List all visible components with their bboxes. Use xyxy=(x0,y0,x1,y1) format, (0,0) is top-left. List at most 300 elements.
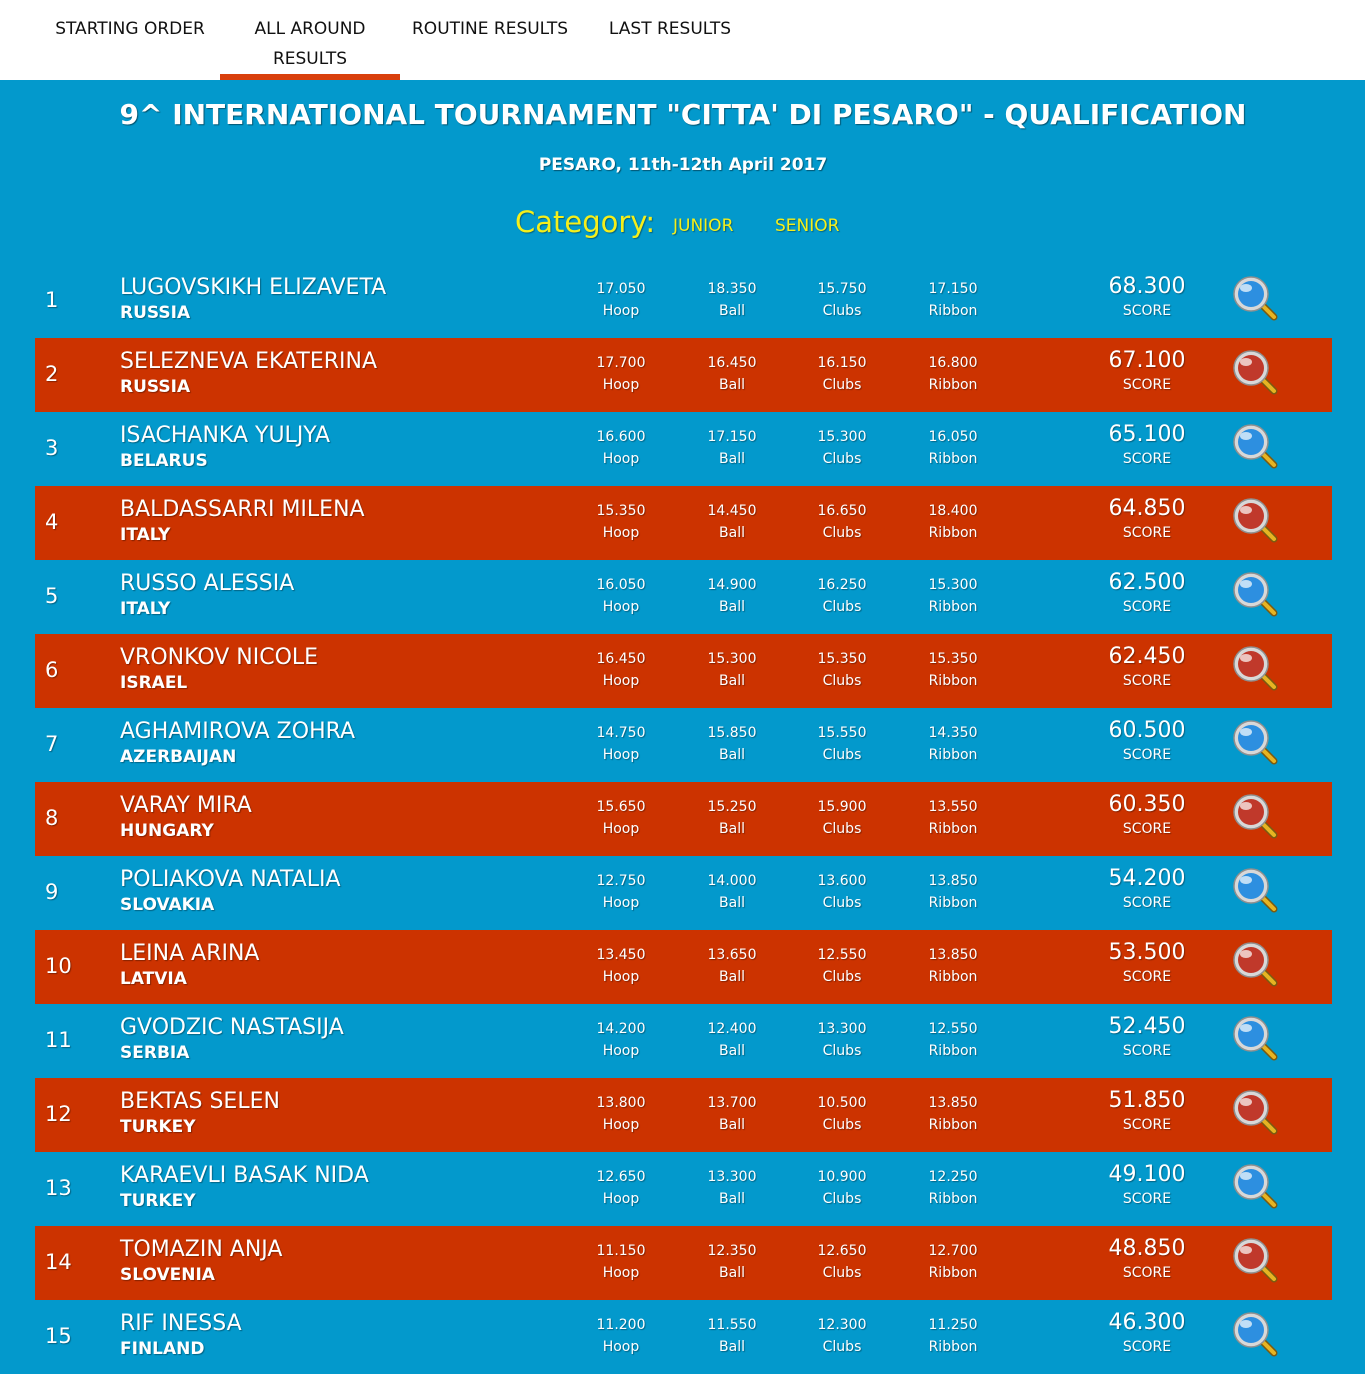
ribbon-value: 17.150 xyxy=(928,281,978,297)
ribbon-label: Ribbon xyxy=(928,747,978,763)
rank: 10 xyxy=(45,954,72,978)
hoop-value: 14.750 xyxy=(596,725,646,741)
ribbon-value: 18.400 xyxy=(928,503,978,519)
gymnast-name: BALDASSARRI MILENA xyxy=(120,497,365,522)
hoop-value: 11.150 xyxy=(596,1243,646,1259)
gymnast-name: BEKTAS SELEN xyxy=(120,1089,280,1114)
score-label: SCORE xyxy=(1122,1117,1172,1133)
magnifier-icon[interactable] xyxy=(1231,496,1281,546)
tab-last-results[interactable]: LAST RESULTS xyxy=(608,19,732,39)
magnifier-icon[interactable] xyxy=(1231,422,1281,472)
rank: 5 xyxy=(45,584,59,608)
gymnast-name: POLIAKOVA NATALIA xyxy=(120,867,341,892)
ball-score xyxy=(677,281,787,319)
result-row xyxy=(35,1078,1332,1152)
rank: 4 xyxy=(45,510,59,534)
ribbon-value: 14.350 xyxy=(928,725,978,741)
clubs-value: 13.300 xyxy=(817,1021,867,1037)
ribbon-value: 15.350 xyxy=(928,651,978,667)
total-value: 51.850 xyxy=(1108,1088,1186,1113)
ball-label: Ball xyxy=(719,303,745,319)
magnifier-icon[interactable] xyxy=(1231,1236,1281,1286)
magnifier-icon[interactable] xyxy=(1231,1162,1281,1212)
rank: 12 xyxy=(45,1102,72,1126)
rank: 8 xyxy=(45,806,59,830)
clubs-value: 16.150 xyxy=(817,355,867,371)
score-label: SCORE xyxy=(1122,1265,1172,1281)
ball-value: 18.350 xyxy=(707,281,757,297)
result-row xyxy=(35,486,1332,560)
hoop-label: Hoop xyxy=(602,1191,640,1207)
total-value: 60.350 xyxy=(1108,792,1186,817)
ribbon-label: Ribbon xyxy=(928,451,978,467)
magnifier-icon[interactable] xyxy=(1231,940,1281,990)
hoop-label: Hoop xyxy=(602,895,640,911)
score-label: SCORE xyxy=(1122,969,1172,985)
hoop-score xyxy=(566,577,676,615)
ribbon-score xyxy=(898,355,1008,393)
total-score xyxy=(1087,866,1207,911)
ball-score xyxy=(677,947,787,985)
nation: HUNGARY xyxy=(120,821,214,841)
clubs-score xyxy=(787,725,897,763)
clubs-label: Clubs xyxy=(822,1265,862,1281)
score-label: SCORE xyxy=(1122,451,1172,467)
result-row xyxy=(35,634,1332,708)
hoop-value: 15.350 xyxy=(596,503,646,519)
hoop-value: 13.800 xyxy=(596,1095,646,1111)
ribbon-score xyxy=(898,651,1008,689)
clubs-score xyxy=(787,281,897,319)
ribbon-value: 16.050 xyxy=(928,429,978,445)
total-value: 67.100 xyxy=(1108,348,1186,373)
clubs-value: 10.500 xyxy=(817,1095,867,1111)
total-score xyxy=(1087,718,1207,763)
ribbon-score xyxy=(898,1169,1008,1207)
score-label: SCORE xyxy=(1122,895,1172,911)
hoop-score xyxy=(566,1095,676,1133)
ribbon-label: Ribbon xyxy=(928,821,978,837)
ball-label: Ball xyxy=(719,747,745,763)
ribbon-value: 13.850 xyxy=(928,947,978,963)
ball-label: Ball xyxy=(719,1191,745,1207)
hoop-value: 12.750 xyxy=(596,873,646,889)
clubs-score xyxy=(787,1169,897,1207)
ball-score xyxy=(677,799,787,837)
total-score xyxy=(1087,644,1207,689)
ball-value: 14.000 xyxy=(707,873,757,889)
ribbon-label: Ribbon xyxy=(928,673,978,689)
clubs-value: 16.250 xyxy=(817,577,867,593)
hoop-label: Hoop xyxy=(602,673,640,689)
ribbon-label: Ribbon xyxy=(928,303,978,319)
hoop-score xyxy=(566,873,676,911)
ball-value: 13.300 xyxy=(707,1169,757,1185)
ball-value: 16.450 xyxy=(707,355,757,371)
total-score xyxy=(1087,496,1207,541)
total-score xyxy=(1087,1310,1207,1355)
ribbon-label: Ribbon xyxy=(928,599,978,615)
clubs-value: 15.350 xyxy=(817,651,867,667)
ball-score xyxy=(677,503,787,541)
result-row xyxy=(35,708,1332,782)
clubs-score xyxy=(787,873,897,911)
hoop-value: 12.650 xyxy=(596,1169,646,1185)
gymnast-name: GVODZIC NASTASIJA xyxy=(120,1015,344,1040)
gymnast-name: SELEZNEVA EKATERINA xyxy=(120,349,378,374)
nation: LATVIA xyxy=(120,969,187,989)
nation: RUSSIA xyxy=(120,377,191,397)
hoop-label: Hoop xyxy=(602,525,640,541)
magnifier-icon[interactable] xyxy=(1231,1088,1281,1138)
ribbon-score xyxy=(898,1095,1008,1133)
hoop-score xyxy=(566,725,676,763)
magnifier-icon[interactable] xyxy=(1231,718,1281,768)
ball-value: 12.400 xyxy=(707,1021,757,1037)
nation: ISRAEL xyxy=(120,673,188,693)
ribbon-score xyxy=(898,503,1008,541)
ribbon-score xyxy=(898,577,1008,615)
result-row xyxy=(35,560,1332,634)
ribbon-label: Ribbon xyxy=(928,969,978,985)
ball-value: 14.900 xyxy=(707,577,757,593)
hoop-score xyxy=(566,281,676,319)
gymnast-name: KARAEVLI BASAK NIDA xyxy=(120,1163,369,1188)
total-value: 68.300 xyxy=(1108,274,1186,299)
hoop-label: Hoop xyxy=(602,1265,640,1281)
ball-value: 17.150 xyxy=(707,429,757,445)
ball-label: Ball xyxy=(719,1043,745,1059)
hoop-label: Hoop xyxy=(602,1043,640,1059)
ball-score xyxy=(677,355,787,393)
hoop-score xyxy=(566,1021,676,1059)
gymnast-name: LEINA ARINA xyxy=(120,941,260,966)
total-score xyxy=(1087,1088,1207,1133)
magnifier-icon[interactable] xyxy=(1231,792,1281,842)
ribbon-score xyxy=(898,947,1008,985)
clubs-label: Clubs xyxy=(822,525,862,541)
category-senior-link[interactable]: SENIOR xyxy=(775,216,840,236)
total-value: 48.850 xyxy=(1108,1236,1186,1261)
clubs-value: 13.600 xyxy=(817,873,867,889)
ribbon-value: 12.550 xyxy=(928,1021,978,1037)
ribbon-label: Ribbon xyxy=(928,895,978,911)
ribbon-value: 12.700 xyxy=(928,1243,978,1259)
rank: 11 xyxy=(45,1028,72,1052)
top-nav xyxy=(0,0,1366,80)
ball-label: Ball xyxy=(719,821,745,837)
hoop-label: Hoop xyxy=(602,1339,640,1355)
ribbon-label: Ribbon xyxy=(928,1265,978,1281)
ball-value: 13.700 xyxy=(707,1095,757,1111)
total-value: 65.100 xyxy=(1108,422,1186,447)
hoop-value: 11.200 xyxy=(596,1317,646,1333)
clubs-label: Clubs xyxy=(822,673,862,689)
rank: 2 xyxy=(45,362,59,386)
ball-score xyxy=(677,1317,787,1355)
clubs-label: Clubs xyxy=(822,1191,862,1207)
clubs-value: 12.550 xyxy=(817,947,867,963)
ball-score xyxy=(677,1169,787,1207)
clubs-value: 15.900 xyxy=(817,799,867,815)
ribbon-value: 11.250 xyxy=(928,1317,978,1333)
result-row xyxy=(35,1152,1332,1226)
tab-starting-order[interactable]: STARTING ORDER xyxy=(55,19,205,39)
score-label: SCORE xyxy=(1122,747,1172,763)
result-row xyxy=(35,412,1332,486)
clubs-score xyxy=(787,651,897,689)
ball-value: 15.300 xyxy=(707,651,757,667)
ball-score xyxy=(677,1095,787,1133)
clubs-label: Clubs xyxy=(822,451,862,467)
ball-label: Ball xyxy=(719,1265,745,1281)
rank: 14 xyxy=(45,1250,72,1274)
rank: 7 xyxy=(45,732,59,756)
ribbon-value: 13.550 xyxy=(928,799,978,815)
clubs-label: Clubs xyxy=(822,969,862,985)
ball-value: 15.850 xyxy=(707,725,757,741)
category-junior-link[interactable]: JUNIOR xyxy=(673,216,734,236)
score-label: SCORE xyxy=(1122,821,1172,837)
clubs-value: 15.750 xyxy=(817,281,867,297)
ribbon-label: Ribbon xyxy=(928,525,978,541)
ball-value: 11.550 xyxy=(707,1317,757,1333)
score-label: SCORE xyxy=(1122,1339,1172,1355)
clubs-label: Clubs xyxy=(822,599,862,615)
magnifier-icon[interactable] xyxy=(1231,866,1281,916)
score-label: SCORE xyxy=(1122,599,1172,615)
clubs-label: Clubs xyxy=(822,747,862,763)
ball-label: Ball xyxy=(719,673,745,689)
clubs-score xyxy=(787,1317,897,1355)
ball-score xyxy=(677,1021,787,1059)
hoop-label: Hoop xyxy=(602,821,640,837)
nation: TURKEY xyxy=(120,1117,196,1137)
clubs-value: 12.300 xyxy=(817,1317,867,1333)
magnifier-icon[interactable] xyxy=(1231,348,1281,398)
hoop-value: 15.650 xyxy=(596,799,646,815)
hoop-value: 14.200 xyxy=(596,1021,646,1037)
total-value: 62.450 xyxy=(1108,644,1186,669)
ball-value: 12.350 xyxy=(707,1243,757,1259)
ribbon-score xyxy=(898,1021,1008,1059)
result-row xyxy=(35,1004,1332,1078)
hoop-label: Hoop xyxy=(602,747,640,763)
clubs-label: Clubs xyxy=(822,1339,862,1355)
ribbon-label: Ribbon xyxy=(928,1339,978,1355)
ball-label: Ball xyxy=(719,1339,745,1355)
ribbon-value: 16.800 xyxy=(928,355,978,371)
ball-score xyxy=(677,651,787,689)
hoop-score xyxy=(566,1317,676,1355)
tab-routine-results[interactable]: ROUTINE RESULTS xyxy=(412,19,568,39)
hoop-value: 13.450 xyxy=(596,947,646,963)
clubs-score xyxy=(787,503,897,541)
hoop-value: 17.050 xyxy=(596,281,646,297)
ball-score xyxy=(677,429,787,467)
gymnast-name: LUGOVSKIKH ELIZAVETA xyxy=(120,275,387,300)
rank: 9 xyxy=(45,880,59,904)
ribbon-label: Ribbon xyxy=(928,377,978,393)
clubs-label: Clubs xyxy=(822,895,862,911)
results-list xyxy=(35,264,1332,1374)
clubs-label: Clubs xyxy=(822,821,862,837)
total-score xyxy=(1087,570,1207,615)
ball-value: 14.450 xyxy=(707,503,757,519)
nation: RUSSIA xyxy=(120,303,191,323)
clubs-label: Clubs xyxy=(822,1117,862,1133)
ball-label: Ball xyxy=(719,599,745,615)
score-label: SCORE xyxy=(1122,377,1172,393)
nation: ITALY xyxy=(120,599,171,619)
ball-score xyxy=(677,725,787,763)
gymnast-name: RIF INESSA xyxy=(120,1311,242,1336)
nation: AZERBAIJAN xyxy=(120,747,237,767)
gymnast-name: ISACHANKA YULJYA xyxy=(120,423,331,448)
total-value: 60.500 xyxy=(1108,718,1186,743)
clubs-value: 15.300 xyxy=(817,429,867,445)
clubs-score xyxy=(787,799,897,837)
total-value: 49.100 xyxy=(1108,1162,1186,1187)
score-label: SCORE xyxy=(1122,1043,1172,1059)
hoop-label: Hoop xyxy=(602,599,640,615)
magnifier-icon[interactable] xyxy=(1231,644,1281,694)
total-score xyxy=(1087,274,1207,319)
clubs-value: 10.900 xyxy=(817,1169,867,1185)
clubs-score xyxy=(787,429,897,467)
hoop-score xyxy=(566,799,676,837)
total-value: 46.300 xyxy=(1108,1310,1186,1335)
ribbon-score xyxy=(898,1243,1008,1281)
total-value: 64.850 xyxy=(1108,496,1186,521)
clubs-score xyxy=(787,947,897,985)
rank: 13 xyxy=(45,1176,72,1200)
magnifier-icon[interactable] xyxy=(1231,570,1281,620)
gymnast-name: RUSSO ALESSIA xyxy=(120,571,295,596)
ball-label: Ball xyxy=(719,895,745,911)
hoop-value: 16.050 xyxy=(596,577,646,593)
result-row xyxy=(35,856,1332,930)
clubs-label: Clubs xyxy=(822,1043,862,1059)
nation: SLOVAKIA xyxy=(120,895,215,915)
hoop-label: Hoop xyxy=(602,377,640,393)
nation: SERBIA xyxy=(120,1043,190,1063)
hoop-label: Hoop xyxy=(602,1117,640,1133)
hoop-value: 16.600 xyxy=(596,429,646,445)
nation: FINLAND xyxy=(120,1339,205,1359)
ribbon-value: 12.250 xyxy=(928,1169,978,1185)
ball-label: Ball xyxy=(719,1117,745,1133)
hoop-score xyxy=(566,651,676,689)
result-row xyxy=(35,1226,1332,1300)
result-row xyxy=(35,930,1332,1004)
ball-value: 15.250 xyxy=(707,799,757,815)
score-label: SCORE xyxy=(1122,1191,1172,1207)
total-score xyxy=(1087,792,1207,837)
clubs-value: 12.650 xyxy=(817,1243,867,1259)
total-value: 54.200 xyxy=(1108,866,1186,891)
magnifier-icon[interactable] xyxy=(1231,1310,1281,1360)
hoop-value: 17.700 xyxy=(596,355,646,371)
score-label: SCORE xyxy=(1122,303,1172,319)
score-label: SCORE xyxy=(1122,673,1172,689)
hoop-value: 16.450 xyxy=(596,651,646,667)
ribbon-value: 13.850 xyxy=(928,873,978,889)
page-title: 9^ INTERNATIONAL TOURNAMENT "CITTA' DI PESARO" - QUALIFICATION xyxy=(119,98,1247,131)
nation: TURKEY xyxy=(120,1191,196,1211)
nation: ITALY xyxy=(120,525,171,545)
clubs-score xyxy=(787,1095,897,1133)
total-value: 62.500 xyxy=(1108,570,1186,595)
ball-label: Ball xyxy=(719,451,745,467)
clubs-score xyxy=(787,1021,897,1059)
ribbon-score xyxy=(898,429,1008,467)
ribbon-label: Ribbon xyxy=(928,1191,978,1207)
hoop-score xyxy=(566,503,676,541)
total-value: 53.500 xyxy=(1108,940,1186,965)
ball-label: Ball xyxy=(719,969,745,985)
total-score xyxy=(1087,940,1207,985)
category-label: Category: xyxy=(515,205,656,239)
result-row xyxy=(35,338,1332,412)
gymnast-name: VRONKOV NICOLE xyxy=(120,645,319,670)
total-score xyxy=(1087,1014,1207,1059)
result-row xyxy=(35,1300,1332,1374)
ribbon-label: Ribbon xyxy=(928,1117,978,1133)
ribbon-score xyxy=(898,873,1008,911)
result-row xyxy=(35,782,1332,856)
score-label: SCORE xyxy=(1122,525,1172,541)
ball-label: Ball xyxy=(719,525,745,541)
nation: SLOVENIA xyxy=(120,1265,215,1285)
hoop-score xyxy=(566,1243,676,1281)
ball-score xyxy=(677,1243,787,1281)
ball-score xyxy=(677,577,787,615)
clubs-score xyxy=(787,577,897,615)
rank: 15 xyxy=(45,1324,72,1348)
ribbon-score xyxy=(898,281,1008,319)
gymnast-name: VARAY MIRA xyxy=(120,793,252,818)
ribbon-score xyxy=(898,799,1008,837)
total-value: 52.450 xyxy=(1108,1014,1186,1039)
rank: 6 xyxy=(45,658,59,682)
total-score xyxy=(1087,1236,1207,1281)
hoop-label: Hoop xyxy=(602,969,640,985)
rank: 3 xyxy=(45,436,59,460)
hoop-label: Hoop xyxy=(602,303,640,319)
tab-all-around-results[interactable]: ALL AROUND RESULTS xyxy=(254,19,366,69)
total-score xyxy=(1087,1162,1207,1207)
magnifier-icon[interactable] xyxy=(1231,274,1281,324)
total-score xyxy=(1087,348,1207,393)
ball-value: 13.650 xyxy=(707,947,757,963)
clubs-score xyxy=(787,355,897,393)
gymnast-name: AGHAMIROVA ZOHRA xyxy=(120,719,356,744)
clubs-label: Clubs xyxy=(822,377,862,393)
hoop-score xyxy=(566,355,676,393)
magnifier-icon[interactable] xyxy=(1231,1014,1281,1064)
total-score xyxy=(1087,422,1207,467)
clubs-label: Clubs xyxy=(822,303,862,319)
hoop-label: Hoop xyxy=(602,451,640,467)
clubs-value: 16.650 xyxy=(817,503,867,519)
hoop-score xyxy=(566,429,676,467)
nation: BELARUS xyxy=(120,451,208,471)
ribbon-value: 13.850 xyxy=(928,1095,978,1111)
ball-score xyxy=(677,873,787,911)
ribbon-score xyxy=(898,725,1008,763)
ribbon-value: 15.300 xyxy=(928,577,978,593)
